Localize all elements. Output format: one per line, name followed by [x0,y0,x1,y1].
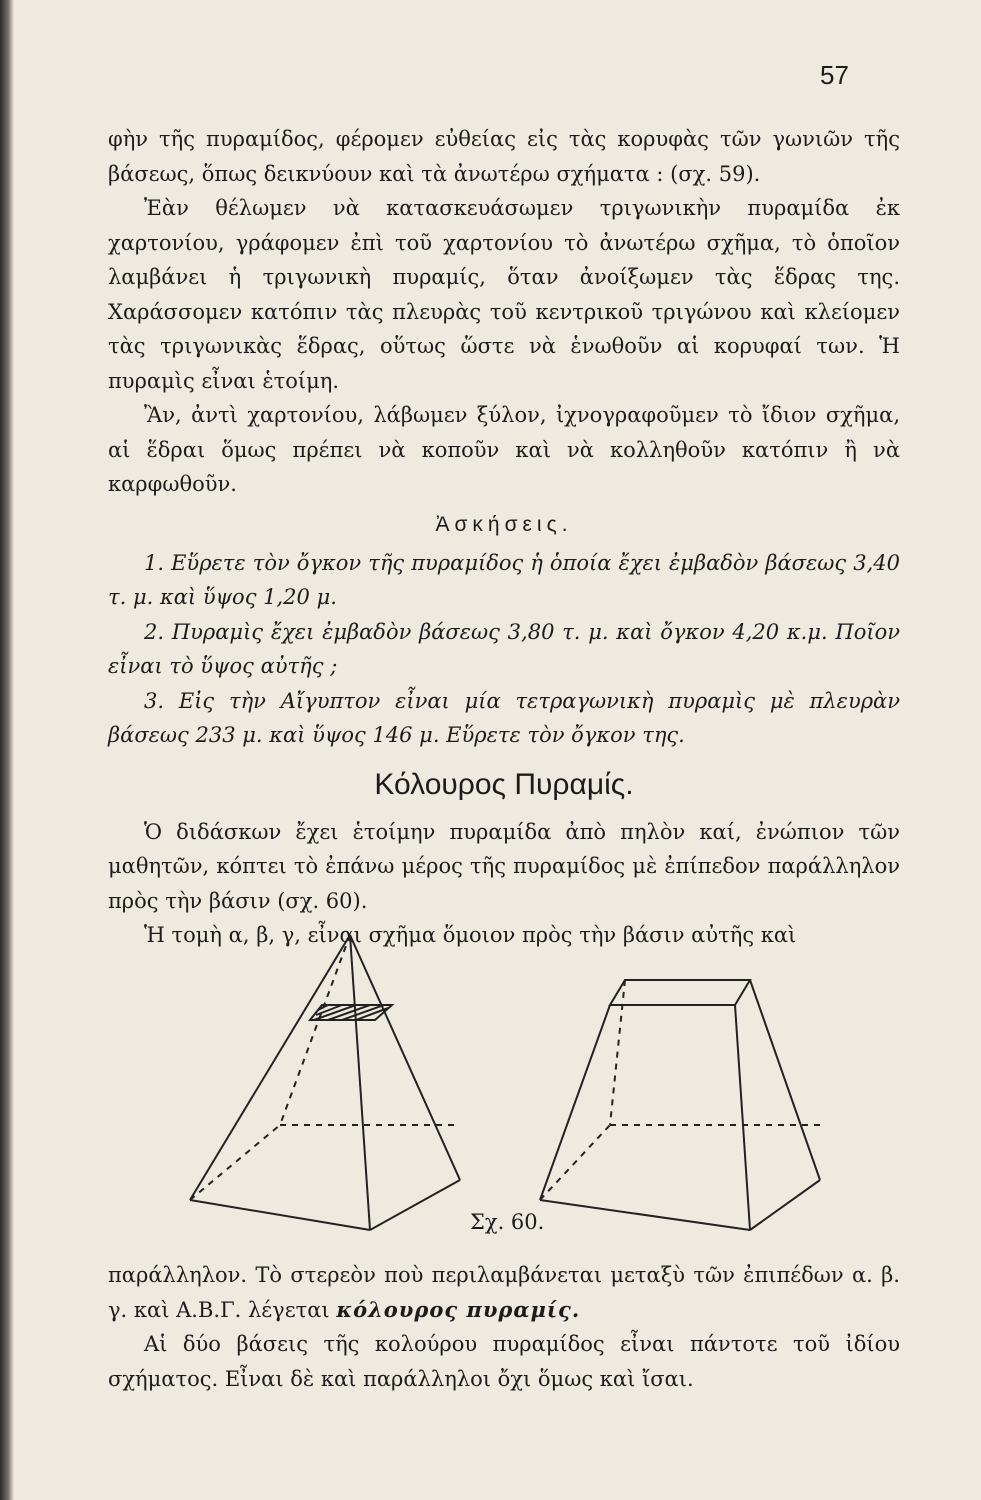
paragraph-cardboard-pyramid: Ἐὰν θέλωμεν νὰ κατασκευάσωμεν τριγωνικὴν πυραμίδα ἐκ χαρτονίου, γράφομεν ἐπὶ τοῦ χαρτονίου τὸ ἀνωτέρω σχῆμα, τὸ ὁποῖον λαμβάνει ἡ τριγωνικὴ πυραμίς, ὅταν ἀνοίξωμεν τὰς ἕδρας της. Χαράσσομεν κατόπιν τὰς πλευρὰς τοῦ κεντρικοῦ τριγώνου καὶ κλείομεν τὰς τριγωνικὰς ἕδρας, οὕτως ὥστε νὰ ἑνωθοῦν αἱ κορυφαί των. Ἡ πυραμὶς εἶναι ἑτοίμη. [108,196,900,393]
page-spine-shadow [0,0,14,1500]
main-text-top [108,122,900,953]
exercises-heading: Ἀσκήσεις. [435,512,573,536]
term-truncated-pyramid: κόλουρος πυραμίς. [336,1296,581,1322]
exercise-item [108,546,900,615]
section-title: Κόλουρος Πυραμίς. [374,767,634,801]
exercise-text: Πυραμὶς ἔχει ἐμβαδὸν βάσεως 3,80 τ. μ. καὶ ὄγκον 4,20 κ.μ. Ποῖον εἶναι τὸ ὕψος αὐτῆς ; [108,619,900,678]
paragraph-continuation: φὴν τῆς πυραμίδος, φέρομεν εὐθείας εἰς τὰς κορυφὰς τῶν γωνιῶν τῆς βάσεως, ὅπως δεικνύουν καὶ τὰ ἀνωτέρω σχήματα : (σχ. 59). [108,127,900,186]
paragraph-bases: Αἱ δύο βάσεις τῆς κολούρου πυραμίδος εἶναι πάντοτε τοῦ ἰδίου σχήματος. Εἶναι δὲ καὶ παράλληλοι ὄχι ὅμως καὶ ἴσαι. [108,1332,900,1391]
figure-caption: Σχ. 60. [470,1210,545,1234]
paragraph-wood-pyramid: Ἂν, ἀντὶ χαρτονίου, λάβωμεν ξύλον, ἰχνογραφοῦμεν τὸ ἴδιον σχῆμα, αἱ ἕδραι ὅμως πρέπει νὰ κοποῦν καὶ νὰ κολληθοῦν κατόπιν ἢ νὰ καρφωθοῦν. [108,403,900,496]
exercise-number: 2. [144,619,165,644]
figure-pyramid-frustum [170,930,850,1240]
pyramid-drawing [190,935,460,1230]
main-text-bottom [108,1258,900,1396]
definition-text: παράλληλον. Τὸ στερεὸν ποὺ περιλαμβάνεται μεταξὺ τῶν ἐπιπέδων α. β. γ. καὶ Α.Β.Γ. λέγεται [108,1263,900,1322]
page-number: 57 [820,60,849,90]
exercise-text: Εἰς τὴν Αἴγυπτον εἶναι μία τετραγωνικὴ πυραμὶς μὲ πλευρὰν βάσεως 233 μ. καὶ ὕψος 146 μ. Εὕρετε τὸν ὄγκον της. [108,688,900,747]
exercise-number: 3. [144,688,165,713]
exercise-item [108,684,900,753]
exercise-text: Εὕρετε τὸν ὄγκον τῆς πυραμίδος ἡ ὁποία ἔχει ἐμβαδὸν βάσεως 3,40 τ. μ. καὶ ὕψος 1,20 μ. [108,550,900,609]
exercise-number: 1. [144,550,165,575]
paragraph-definition [108,1258,900,1327]
paragraph-teacher-cuts: Ὁ διδάσκων ἔχει ἑτοίμην πυραμίδα ἀπὸ πηλὸν καί, ἐνώπιον τῶν μαθητῶν, κόπτει τὸ ἐπάνω μέρος τῆς πυραμίδος μὲ ἐπίπεδον παράλληλον πρὸς τὴν βάσιν (σχ. 60). [108,819,900,913]
frustum-drawing [540,980,820,1230]
paragraph-section-similar: Ἡ τομὴ α, β, γ, εἶναι σχῆμα ὅμοιον πρὸς τὴν βάσιν αὐτῆς καὶ [144,923,797,947]
exercise-item [108,615,900,684]
